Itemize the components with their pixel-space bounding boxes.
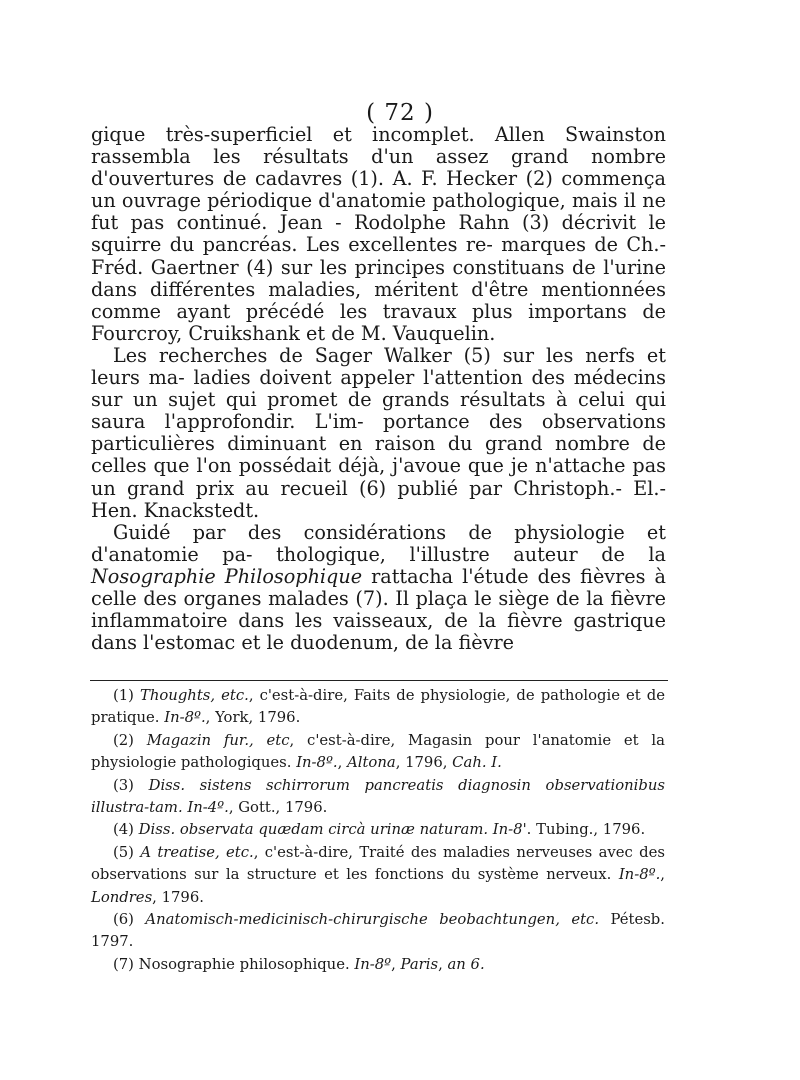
page-number: ( 72 )	[366, 100, 434, 126]
footnote-number: (7)	[113, 955, 139, 973]
footnote-text: ,	[438, 955, 448, 973]
footnote-number: (1)	[113, 687, 140, 704]
footnote-text: , Gott., 1796.	[228, 799, 328, 817]
text-line: marques de Ch.-Fréd. Gaertner (4) sur les principes constituans	[91, 233, 666, 279]
footnote-format: In-8º.	[618, 866, 661, 884]
text-line: Rahn (3) décrivit le squirre du pancréas. Les excellentes re-	[91, 211, 666, 257]
text-line: grand nombre de celles que l'on possédait déjà, j'avoue que je	[91, 432, 666, 478]
text-line: Guidé par des considérations de physiologie et d'anatomie pa-	[91, 520, 666, 566]
footnote-number: (5)	[113, 843, 141, 861]
text-line: n'attache pas un grand prix au recueil (6) publié par Christoph.-	[91, 454, 666, 500]
footnote-format: In-4º.	[182, 799, 229, 817]
text-line: plaça le siège de la fièvre inflammatoire dans les vaisseaux, de	[91, 586, 666, 633]
footnote-text: , 1796.	[152, 888, 204, 906]
footnote-6	[91, 909, 665, 954]
text-line: les résultats d'un assez grand nombre d'ouvertures de cadavres (1).	[91, 145, 666, 191]
footnote-text: ,	[337, 754, 348, 772]
footnote-format: In-8º.	[296, 754, 338, 772]
text-line: portance des observations particulières diminuant en raison du	[91, 410, 666, 456]
text-line: promet de grands résultats à celui qui saura l'approfondir. L'im-	[91, 388, 667, 434]
footnote-4	[91, 819, 665, 841]
footnote-title: Magazin fur., etc	[146, 731, 290, 749]
paragraph-3	[91, 522, 666, 655]
text-line: El.-Hen. Knackstedt.	[91, 476, 666, 522]
text-line: gique très-superficiel et incomplet. Allen Swainston rassembla	[91, 123, 666, 169]
paragraph-2	[91, 345, 666, 522]
footnote-date: an 6.	[447, 955, 485, 973]
footnote-place: Altona	[347, 754, 396, 772]
book-title: Nosographie Philosophique	[91, 564, 363, 588]
footnote-number: (2)	[113, 731, 147, 749]
text-line: de l'urine dans différentes maladies, méritent d'être mentionnées	[91, 255, 666, 301]
footnote-text: , c'est-à-dire, Traité des maladies nerveuses avec des observations sur la structure et les fonctions du système nerveux.	[91, 843, 666, 884]
paragraph-1	[91, 124, 666, 345]
footnote-title: Anatomisch-medicinisch-chirurgische beobachtungen, etc.	[145, 911, 600, 929]
footnote-place: Paris	[400, 955, 439, 973]
footnote-place: Londres	[91, 888, 153, 906]
footnote-number: (6)	[113, 911, 146, 929]
footnote-text: , York, 1796.	[205, 709, 301, 727]
footnote-title: Thoughts, etc.	[140, 687, 249, 704]
footnote-text: ,	[660, 866, 665, 884]
footnote-1	[91, 685, 665, 730]
footnote-number: (4)	[113, 821, 139, 839]
text-line: Cruikshank et de M. Vauquelin.	[188, 321, 496, 345]
footnote-7	[91, 954, 665, 976]
footnotes	[91, 685, 665, 976]
footnote-5	[91, 842, 665, 909]
text-line: ladies doivent appeler l'attention des médecins sur un sujet qui	[91, 366, 667, 412]
footnote-text: , c'est-à-dire, Faits de physiologie, de pathologie et de pratique.	[91, 687, 665, 727]
text-line: rattacha l'étude des fièvres à celle des organes malades (7). Il	[91, 564, 666, 610]
footnote-3	[91, 775, 665, 820]
footnote-format: In-8º.	[164, 709, 206, 727]
footnote-format: In-8º	[354, 955, 392, 973]
footnote-text: Pétesb. 1797.	[91, 911, 665, 951]
footnote-divider	[90, 680, 668, 681]
footnote-text: '. Tubing., 1796.	[522, 821, 646, 839]
footnote-number: (3)	[113, 776, 149, 794]
text-line: la fièvre gastrique dans l'estomac et le duodenum, de la fièvre	[91, 609, 666, 655]
text-line: thologique, l'illustre auteur de la	[276, 542, 666, 566]
footnote-text: ,	[391, 955, 401, 973]
footnote-title: Diss. observata quædam circà urinæ naturam. In-8	[138, 821, 523, 839]
text-line: Les recherches de Sager Walker (5) sur les nerfs et leurs ma-	[91, 343, 666, 390]
footnote-title: Diss. sistens schirrorum pancreatis diagnosin observationibus illustra-tam.	[91, 776, 665, 817]
footnote-text: , 1796,	[395, 754, 453, 772]
text-line: comme ayant précédé les travaux plus importans de Fourcroy,	[91, 299, 666, 345]
footnote-text: Nosographie philosophique.	[138, 955, 355, 973]
text-line: pathologique, mais il ne fut pas continué. Jean - Rodolphe	[91, 189, 666, 235]
footnote-title: A treatise, etc.	[140, 843, 254, 861]
footnote-text: , c'est-à-dire, Magasin pour l'anatomie et la physiologie pathologiques.	[91, 731, 665, 772]
main-text	[91, 124, 666, 654]
footnote-2	[91, 730, 665, 775]
text-line: A. F. Hecker (2) commença un ouvrage périodique d'anatomie	[91, 167, 666, 213]
footnote-cahier: Cah. I.	[452, 754, 502, 772]
